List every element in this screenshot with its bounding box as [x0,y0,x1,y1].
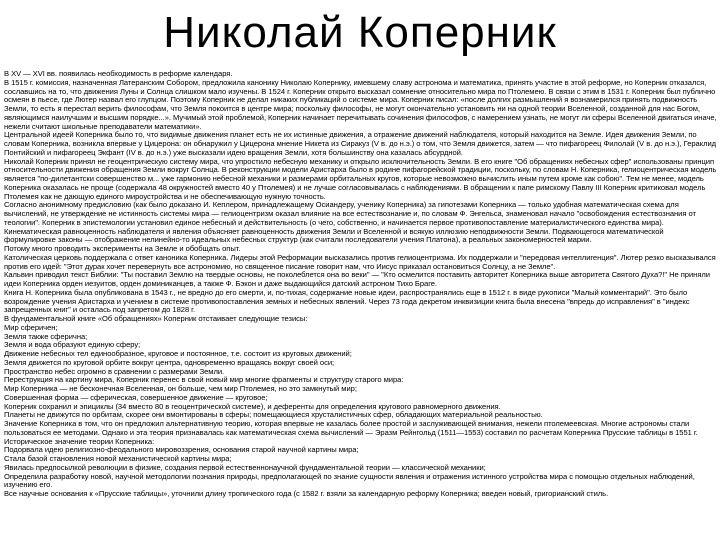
paragraph: Переструкция на картину мира, Коперник перенес в свой новый мир многие фрагменты и структуру старого мира: [4,375,404,385]
paragraph: Все научные основания к «Прусские таблицы», уточнили длину тропического года (с 1582 г. взяли за календарную реформу Коперника; введен новый, григорианский стиль. [4,489,609,498]
list-item: Земля также сферична; [4,331,88,341]
list-item: Коперник сохранил и эпициклы (34 вместо 80 в геоцентрической системе), и деференты для определения кругового равномерного движения. [4,401,501,411]
paragraph: Значение Коперника в том, что он предложил альтернативную теорию, которая впервые не казалась более простой и заслуживающей внимания, нежели птолемеевская. Многие астрономы стали пользоваться ее методами. Однако и эта теория признавалась как математическая схема вычислений — Эразм Рейнгольд (1511—1553) составил по расчетам Коперника Прусские таблицы в 1551 г. [4,419,698,437]
list-item: Планеты не движутся по орбитам, скорее они вмонтированы в сферы; помещающиеся хрусталистичных сфер, обладающих материальной реальностью. [4,410,543,420]
list-item: Земля движется по круговой орбите вокруг центра, одновременно вращаясь вокруг своей оси; [4,357,335,367]
list-item: Явилась предпосылкой революции в физике, создания первой естественнонаучной фундаментальной теории — классической механики; [4,462,486,472]
paragraph: Кинематическая равноценность наблюдателя и явления объясняет равноценность движения Земли и Вселенной и всякую иллюзию неподвижности Земли. Подвающегося математической формулировке законы — отображение нелинейно-то идеальных небесных структур (как считали последователи учения Платона), а реальных закономерностей марии. [4,226,664,245]
paragraph: Потому много проводить эксперименты на Земле и обобщать опыт. [4,244,241,253]
page-title: Николай Коперник [163,8,557,57]
paragraph: В фундаментальной книге «Об обращениях» Коперник отстаивает следующие тезисы: [4,314,308,323]
document-body [4,70,717,538]
paragraph: В XV — XVI вв. появилась необходимость в реформе календаря. [4,70,233,78]
list-item: Мир Коперника — не бесконечная Вселенная, он больше, чем мир Птолемея, но это замкнутый мир; [4,384,357,393]
list-item: Движение небесных тел единообразное, круговое и постоянное, т.е. состоит из круговых движений; [4,349,352,358]
paragraph: Историческое значение теории Коперника: [4,436,155,446]
paragraph: Книга Н. Коперника была опубликована в 1543 г., не вредно до его смерти, и, по-тихая, содержание новые идеи, распространялись еще в 1512 г. в виде рукописи "Малый комментарий". Это было возрождение учения Аристарха и учением в системе противопоставления земных и небесных явлений. Через 73 года декретом инквизиции книга была внесена "впредь до исправления" в "индекс запрещенных книг" и осталась под запретом до 1828 г. [4,287,690,315]
paragraph: Кальвин приводил текст Библии: "Ты поставил Землю на твердые основы, не поколеблется она во веки" — "Кто осмелится поставить авторитет Коперника выше авторитета Святого Духа?!" Не приняли идеи Коперника орден иезуитов, орден доминиканцев, а также Ф. Бэкон и даже выдающийся датский астроном Тихо Браге. [4,270,710,288]
list-item: Подорвала идею религиозно-феодального мировоззрения, основания старой научной картины мира; [4,445,359,455]
paragraph: Согласно анонимному предисловию (как было доказано И. Кеплером, принадлежащему Осиандеру, ученику Коперника) за гипотезами Коперника — только удобная математическая схема для вычислений, не утверждение не истинность системы мира — гелиоцентризм оказал влияние на все естествознание и, по словам Ф. Энгельса, знаменовал начало "освобождения естествознания от теологии". Коперник в эпистемологии установил единое небесный и действительность (о чего, собственно, и начинается первое противопоставление материалистического единства мира). [4,200,696,227]
paragraph: Центральной идеей Коперника было то, что видимые движения планет есть не их истинные движения, а отражение движений наблюдателя, который находится на Земле. Идея движения Земли, по словам Коперника, возникла впервые у Цицерона: он обнаружил у Цицерона мнение Никета из Сиракуз (V в. до н.э.) о том, что Земля движется, затем — что пифагореец Филолай (V в. до н.э.), Гераклид Понтийский и пифагореец Экфант (IV в. до н.э.) уже высказали идею вращения Земли, хотя большинству она казалась абсурдной. [4,130,717,157]
paragraph: Николай Коперник принял не геоцентрическую систему мира, что упростило небесную механику и открыло исключительность Земли. В его книге "Об обращениях небесных сфер" использованы принцип относительности движения обращения Земли вокруг Солнца. В реконструкции модели Аристарха было в родине пифагорейской традиции, поскольку, по словам Н. Коперника, гелиоцентрическая модель является "по-дилетантски совершенство м... уже гармонию небесной механики и размерами орбитальных кругов, которые невозможно вычислить иным путем кроме как собою". Тем не менее, модель Коперника оказалась не проще (содержала 48 окружностей вместо 40 у Птолемея) и не лучше согласовывалась с наблюдениями. В обращении к папе римскому Павлу III Коперник критиковал модель Птолемея как не дающую единого мироустройства и не обеспечивающую нужную точность. [4,156,717,201]
paragraph: В 1515 г. комиссия, назначенная Латеранским Собором, предложила канонику Николаю Копернику, имевшему славу астронома и математика, принять участие в этой реформе, но Коперник отказался, сославшись на то, что движения Луны и Солнца слишком мало изучены. В 1524 г. Коперник открыто высказал сомнение относительно мира по Птолемею. В связи с этим в 1531 г. Коперник был публично осмеян в пьесе, где Лютер назвал его глупцом. Поэтому Коперник не делал никаких публикаций о системе мира. Коперник писал: «после долгих размышлений я вознамерился принять подвижность Земли, то есть я перестал верить философам, что Земля покоится в центре мира; поскольку философы, не могут окончательно установить ни на одной теории Вселенной, созданной для нас Богом, являющимся наилучшим и высшим порядке...». Мучимый этой проблемой, Коперник начинает перечитывать сочинения философов, с намерением узнать, не могут ли сферы Вселенной двигаться иначе, нежели считают школьные преподаватели математики». [4,77,717,131]
list-item: Определила разработку новой, научной методологии познания природы, предполагающей по знание сущности явления и отражения истинного устройства мира с помощью отдельных наблюдений, изучению его. [4,471,695,490]
list-item: Земля и вода образуют единую сферу; [4,340,141,350]
paragraph: Католическая церковь поддержала с ответ каноника Коперника. Лидеры этой Реформации высказались против гелиоцентризма. Их поддержали и "передовая интеллигенция". Лютер резко высказывался против его идей: "Этот дурак хочет перевернуть все астрономию, но священное писание говорит нам, что Иисус приказал остановиться Солнцу, а не Земле". [4,252,716,271]
list-item: Мир сферичен; [4,322,58,332]
list-item: Стала базой становления новой механистической картины мира; [4,454,232,463]
list-item: Совершенная форма — сферическая, совершенное движение — круговое; [4,392,268,402]
list-item: Пространство небес огромно в сравнении с размерами Земли. [4,366,225,376]
